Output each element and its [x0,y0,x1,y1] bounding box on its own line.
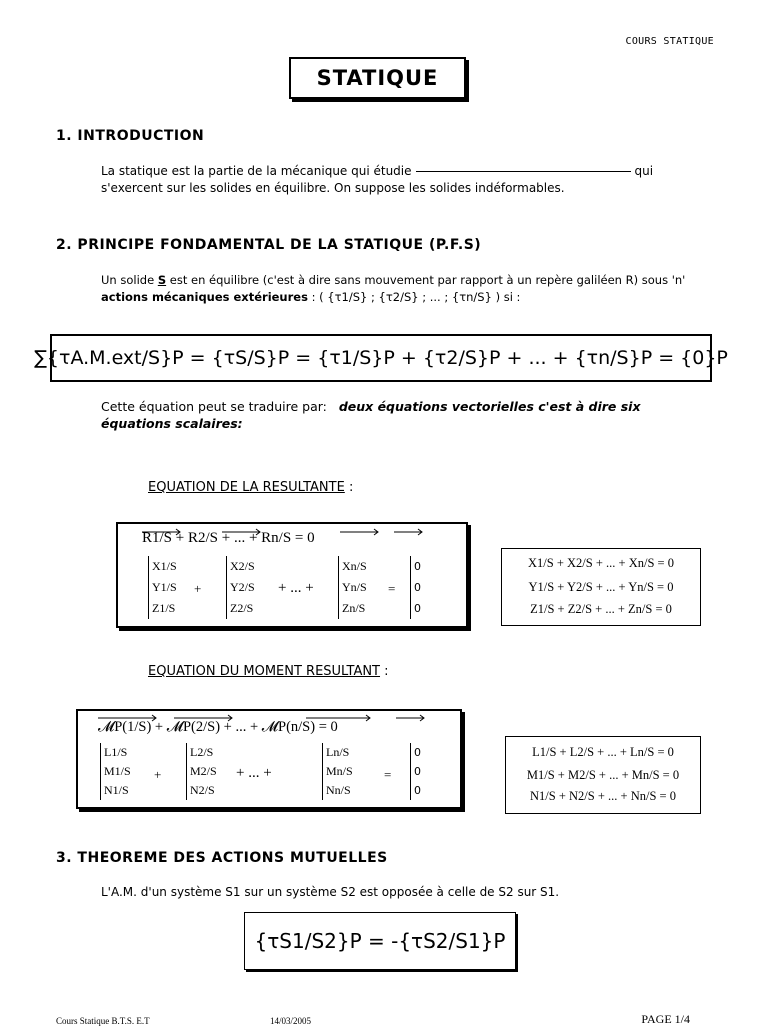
intro-line1-start: La statique est la partie de la mécanique qui étudie [101,164,412,178]
resultant-xn: Xn/S [342,559,367,573]
page-title-box [289,57,466,99]
footer-page: PAGE 1/4 [641,1012,690,1026]
resultant-scalar-box [501,548,701,626]
pfs-line1-a: Un solide [101,273,155,287]
resultant-equation-box [116,522,468,628]
moment-label-row [148,664,389,679]
moment-col-2 [186,743,217,800]
equals-sign: = [388,581,396,596]
translate-c: équations scalaires: [101,416,243,431]
resultant-col-1 [148,556,177,619]
moment-n2: N2/S [190,783,215,797]
translation-paragraph [101,398,641,432]
resultant-yn: Yn/S [342,580,367,594]
moment-ln: Ln/S [326,745,350,759]
moment-scalar-l: L1/S + L2/S + ... + Ln/S = 0 [532,745,674,759]
resultant-zn: Zn/S [342,601,366,615]
section-mutual-actions-heading: 3. THEOREME DES ACTIONS MUTUELLES [56,850,388,866]
page-title: STATIQUE [316,66,439,90]
moment-n1: N1/S [104,783,129,797]
moment-m2: M2/S [190,764,217,778]
pfs-line2-rest: : ( {τ1/S} ; {τ2/S} ; ... ; {τn/S} ) si : [307,290,521,304]
zero: 0 [414,784,421,797]
resultant-label: EQUATION DE LA RESULTANTE [148,480,345,495]
moment-scalar-m: M1/S + M2/S + ... + Mn/S = 0 [526,768,680,782]
moment-vector-arrows [78,711,460,741]
solid-s: S [157,273,167,287]
moment-zero-col [410,743,421,800]
moment-l1: L1/S [104,745,128,759]
resultant-y2: Y2/S [230,580,255,594]
resultant-y1: Y1/S [152,580,177,594]
moment-scalar-box [505,736,701,814]
equals-sign: = [384,767,392,782]
zero: 0 [414,560,421,573]
zero: 0 [414,765,421,778]
resultant-label-row [148,480,353,495]
vector-arrows [118,524,466,554]
mutual-actions-formula: {τS1/S2}P = -{τS2/S1}P [254,929,506,953]
pfs-line1-b: est en équilibre (c'est à dire sans mouvement par rapport à un repère galiléen R) sous 'n' [169,273,686,287]
moment-col-1 [100,743,131,800]
moment-scalar-n: N1/S + N2/S + ... + Nn/S = 0 [530,789,676,803]
resultant-x1: X1/S [152,559,177,573]
mutual-actions-sentence: L'A.M. d'un système S1 sur un système S2 est opposée à celle de S2 sur S1. [101,885,560,899]
resultant-z2: Z2/S [230,601,254,615]
pfs-line2-bold: actions mécaniques extérieures [101,290,308,304]
moment-label: EQUATION DU MOMENT RESULTANT [148,664,381,679]
resultant-col-2 [226,556,255,619]
mutual-actions-formula-box [244,912,516,970]
pfs-formula-box [34,334,728,382]
resultant-scalar-y: Y1/S + Y2/S + ... + Yn/S = 0 [528,580,674,594]
pfs-formula: ∑{τA.M.ext/S}P = {τS/S}P = {τ1/S}P + {τ2/S}P + ... + {τn/S}P = {0}P [34,347,728,369]
footer-date: 14/03/2005 [270,1016,312,1026]
moment-equation-box [76,709,462,809]
resultant-zero-col [410,556,421,619]
moment-col-n [322,743,353,800]
translate-a: Cette équation peut se traduire par: [101,399,327,414]
plus-sign: + [194,581,202,596]
intro-line2: s'exercent sur les solides en équilibre. On suppose les solides indéformables. [101,181,565,195]
moment-mn: Mn/S [326,764,353,778]
resultant-col-n [338,556,367,619]
footer-course: Cours Statique B.T.S. E.T [56,1016,150,1026]
moment-m1: M1/S [104,764,131,778]
resultant-vector-line: R1/S + R2/S + ... + Rn/S = 0 [142,530,315,546]
fill-in-blank [416,171,631,172]
moment-vector-line: 𝓜P(1/S) + 𝓜P(2/S) + ... + 𝓜P(n/S) = 0 [98,719,338,735]
resultant-scalar-z: Z1/S + Z2/S + ... + Zn/S = 0 [530,602,672,616]
translate-b: deux équations vectorielles c'est à dire six [338,399,641,414]
course-tag: COURS STATIQUE [625,36,714,47]
zero: 0 [414,746,421,759]
intro-paragraph [101,163,653,197]
zero: 0 [414,581,421,594]
zero: 0 [414,602,421,615]
resultant-colon: : [344,480,354,495]
pfs-paragraph [101,272,685,306]
resultant-x2: X2/S [230,559,255,573]
resultant-z1: Z1/S [152,601,176,615]
section-pfs-heading: 2. PRINCIPE FONDAMENTAL DE LA STATIQUE (P.F.S) [56,237,482,253]
resultant-scalar-x: X1/S + X2/S + ... + Xn/S = 0 [528,556,674,570]
plus-sign: + [154,767,162,782]
moment-nn: Nn/S [326,783,351,797]
dots-sign: + ... + [236,765,272,781]
intro-line1-end: qui [634,164,654,178]
moment-colon: : [380,664,389,679]
section-introduction-heading: 1. INTRODUCTION [56,128,205,144]
dots-sign: + ... + [278,580,314,596]
moment-l2: L2/S [190,745,214,759]
